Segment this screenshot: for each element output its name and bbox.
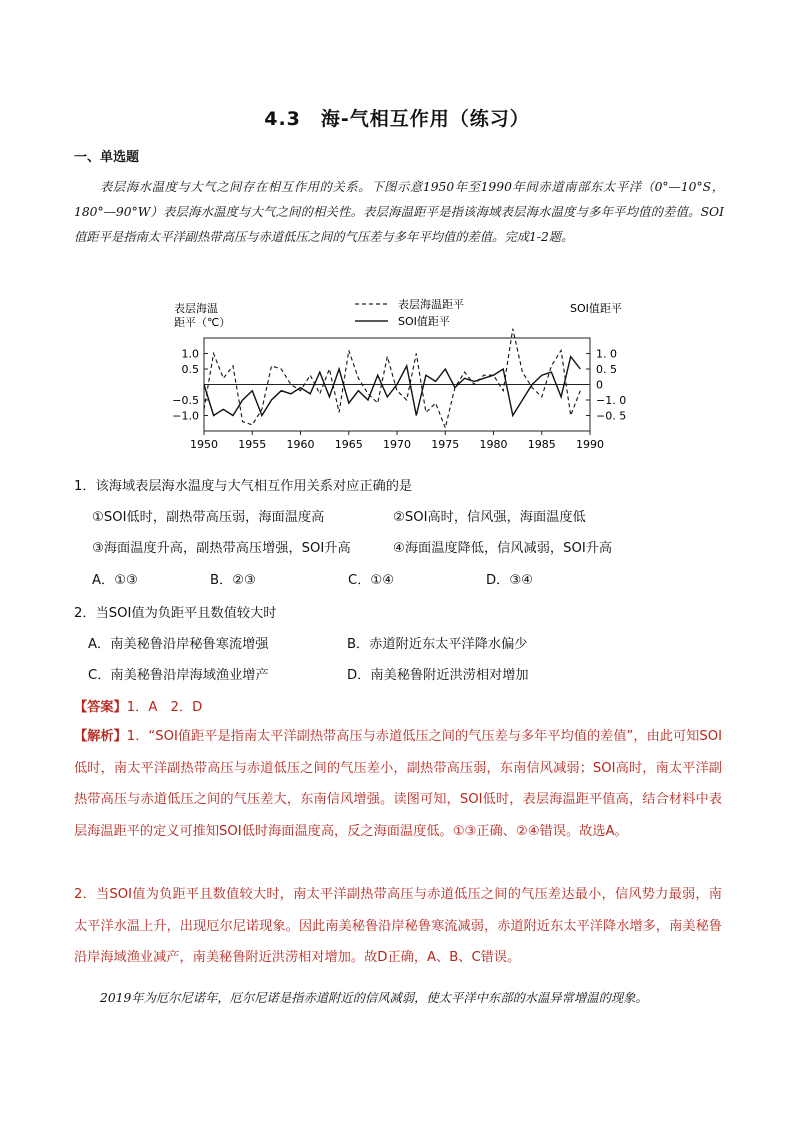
left-axis-title-2: 距平（℃）	[174, 316, 231, 329]
right-tick-label: 1. 0	[596, 347, 617, 361]
x-tick-label: 1990	[576, 438, 604, 451]
q1-option-b[interactable]: B．②③	[210, 573, 256, 588]
x-tick-label: 1965	[334, 438, 363, 451]
x-tick-label: 1985	[527, 438, 556, 451]
left-tick-label: −1.0	[172, 409, 199, 423]
sst-soi-chart	[160, 290, 640, 470]
page-title: 4.3 海-气相互作用（练习）	[264, 108, 530, 130]
analysis-text-1: 1．“SOI值距平是指南太平洋副热带高压与赤道低压之间的气压差与多年平均值的差值”，由此可知SOI低时，南太平洋副热带高压与赤道低压之间的气压差小，副热带高压弱，东南信风减弱；SOI高时，南太平洋副热带高压与赤道低压之间的气压差大，东南信风增强。读图可知，SOI低时，表层海温距平值高，结合材料中表层海温距平的定义可推知SOI低时海面温度高，反之海面温度低。①③正确、②④错误。故选A。	[74, 729, 722, 839]
x-tick-label: 1960	[286, 438, 315, 451]
soi-anomaly-line	[204, 357, 580, 416]
analysis-paragraph-2: 2．当SOI值为负距平且数值较大时，南太平洋副热带高压与赤道低压之间的气压差达最小，信风势力最弱，南太平洋水温上升，出现厄尔尼诺现象。因此南美秘鲁沿岸秘鲁寒流减弱，赤道附近东太平洋降水增多，南美秘鲁沿岸海域渔业减产，南美秘鲁附近洪涝相对增加。故D正确，A、B、C错误。	[74, 887, 722, 965]
analysis-tag: 【解析】	[74, 729, 127, 744]
q1-statement-1: ①SOI低时，副热带高压弱，海面温度高	[92, 510, 325, 525]
answer-text: 1．A 2．D	[126, 700, 203, 715]
x-tick-label: 1955	[238, 438, 267, 451]
right-tick-label: 0	[596, 378, 603, 392]
reading-passage: 表层海水温度与大气之间存在相互作用的关系。下图示意1950年至1990年间赤道南部东太平洋（0°—10°S，180°—90°W）表层海水温度与大气之间的相关性。表层海温距平是指该海域表层海水温度与多年平均值的差值。SOI值距平是指南太平洋副热带高压与赤道低压之间的气压差与多年平均值的差值。完成1-2题。	[74, 180, 724, 244]
right-axis-title: SOI值距平	[570, 302, 622, 315]
q2-option-d[interactable]: D．南美秘鲁附近洪涝相对增加	[347, 668, 529, 683]
q1-option-c[interactable]: C．①④	[348, 573, 395, 588]
left-axis-title-1: 表层海温	[174, 302, 218, 315]
q1-statement-4: ④海面温度降低，信风减弱，SOI升高	[393, 541, 613, 556]
left-tick-label: −0.5	[172, 394, 199, 407]
legend-soi: SOI值距平	[398, 315, 450, 328]
answer-tag: 【答案】	[74, 700, 127, 715]
q1-statement-2: ②SOI高时，信风强，海面温度低	[393, 510, 586, 525]
q2-option-b[interactable]: B．赤道附近东太平洋降水偏少	[347, 637, 528, 652]
right-tick-label: 0. 5	[596, 363, 617, 376]
section-heading: 一、单选题	[74, 150, 140, 165]
right-tick-label: −1. 0	[596, 394, 627, 407]
q1-option-d[interactable]: D．③④	[486, 573, 533, 588]
x-tick-label: 1970	[383, 438, 411, 451]
q1-option-a[interactable]: A．①③	[92, 573, 138, 588]
q2-option-c[interactable]: C．南美秘鲁沿岸海域渔业增产	[88, 668, 269, 683]
question-1-stem: 1．该海域表层海水温度与大气相互作用关系对应正确的是	[74, 479, 413, 494]
closing-passage: 2019年为厄尔尼诺年，厄尔尼诺是指赤道附近的信风减弱，使太平洋中东部的水温异常增温的现象。	[100, 991, 648, 1005]
q2-option-a[interactable]: A．南美秘鲁沿岸秘鲁寒流增强	[88, 637, 269, 652]
x-tick-label: 1950	[190, 438, 218, 451]
x-tick-label: 1975	[431, 438, 460, 451]
left-tick-label: 1.0	[181, 347, 199, 361]
left-tick-label: 0.5	[181, 363, 199, 376]
analysis-paragraph-1	[74, 721, 722, 847]
x-tick-label: 1980	[479, 438, 508, 451]
right-tick-label: −0. 5	[596, 409, 627, 423]
answer-line	[74, 696, 202, 715]
q1-statement-3: ③海面温度升高，副热带高压增强，SOI升高	[92, 541, 351, 556]
legend-sst: 表层海温距平	[398, 298, 464, 311]
question-2-stem: 2．当SOI值为负距平且数值较大时	[74, 606, 277, 621]
